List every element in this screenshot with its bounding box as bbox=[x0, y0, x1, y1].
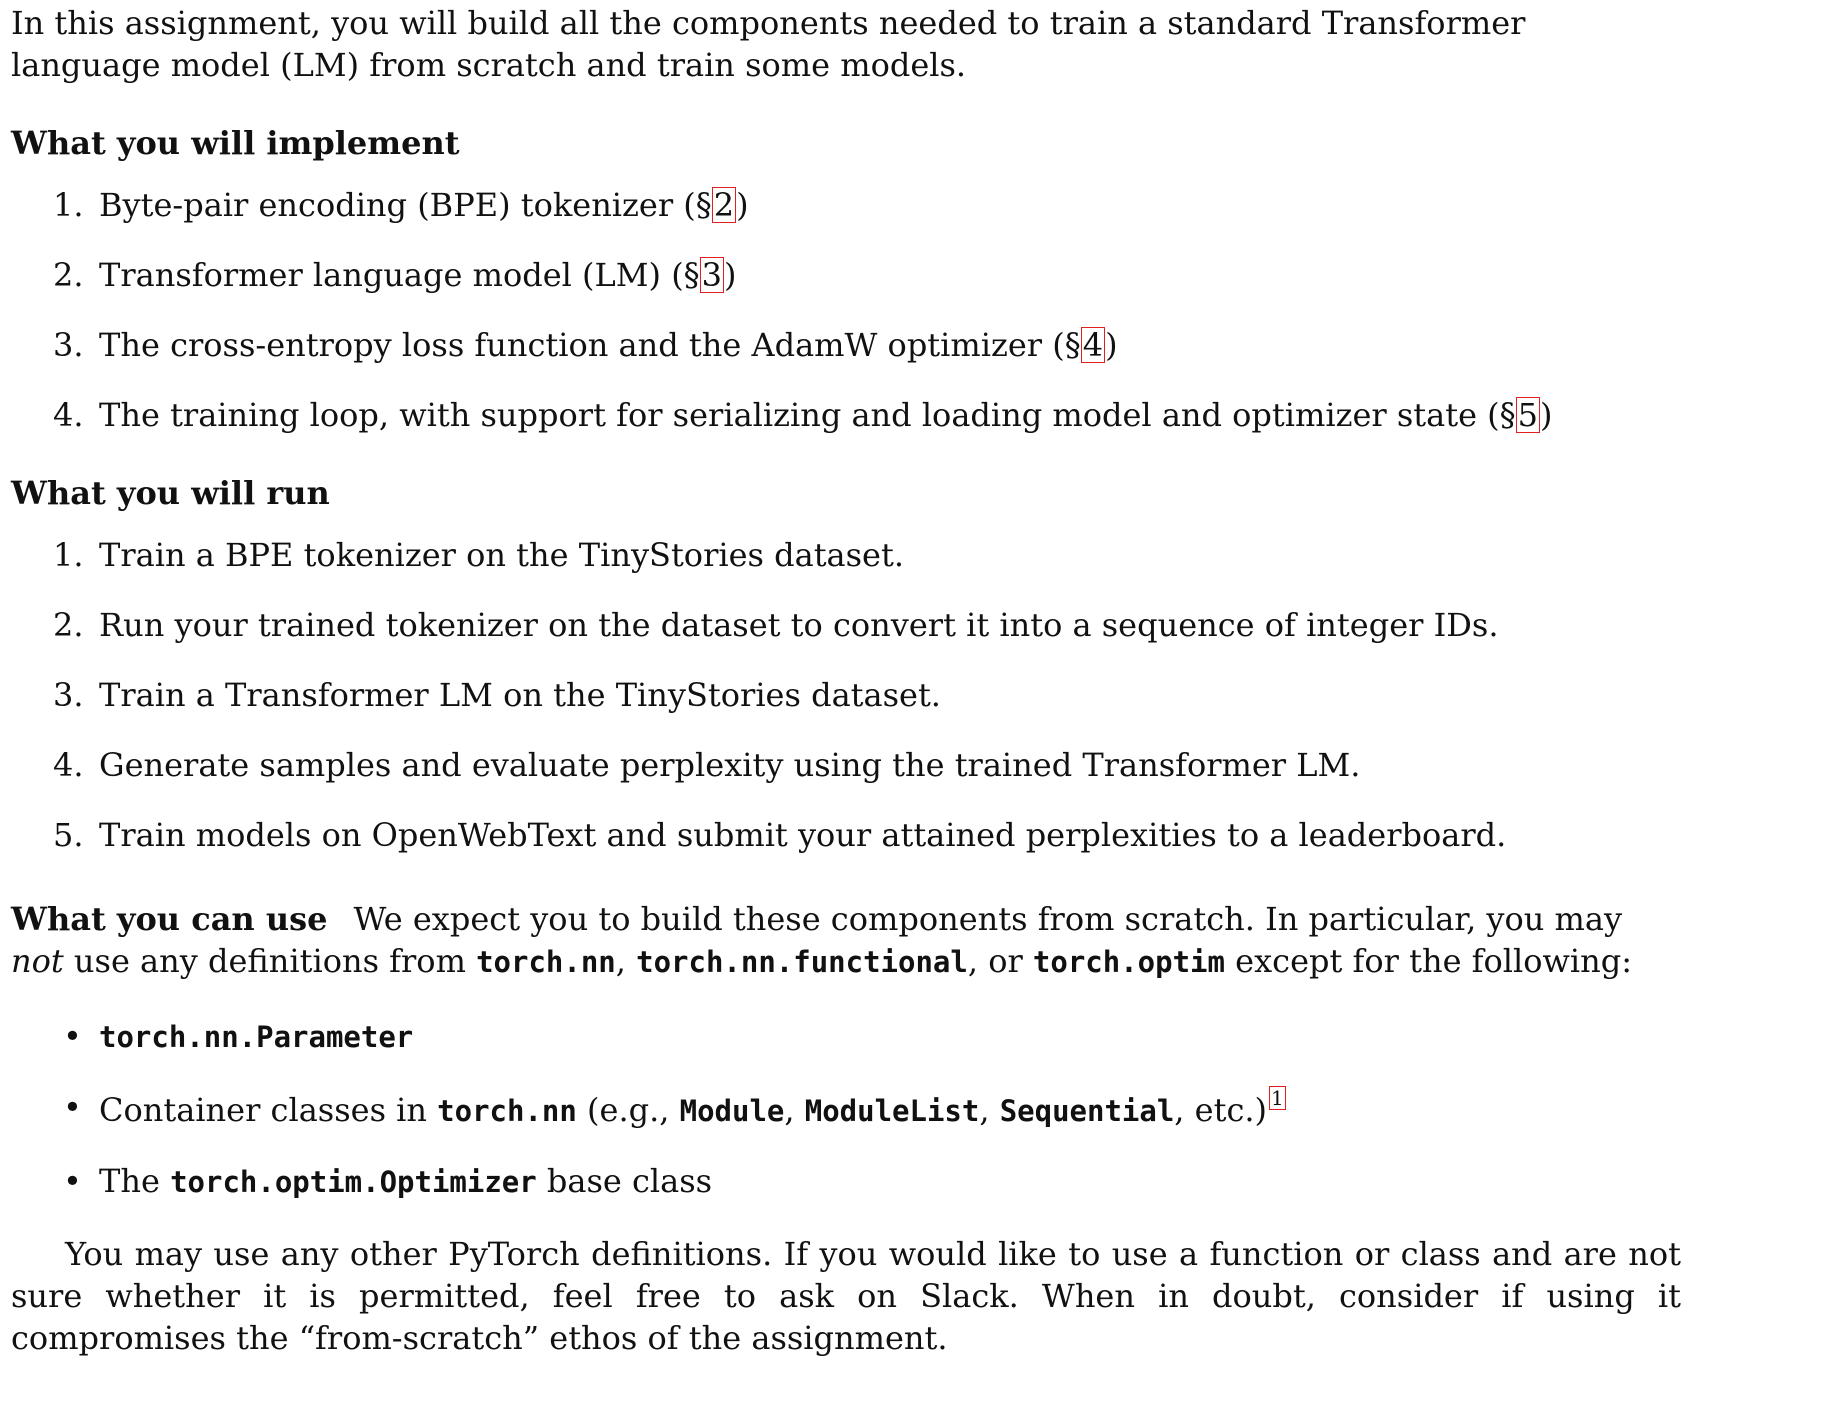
item-text: , bbox=[979, 1091, 1000, 1129]
item-number: 3. bbox=[53, 326, 84, 364]
implement-list bbox=[11, 184, 1681, 436]
item-text: The training loop, with support for serializing and loading model and optimizer state (§ bbox=[99, 396, 1516, 434]
can-use-text: We expect you to build these components from scratch. In particular, you may bbox=[353, 900, 1623, 938]
item-text: base class bbox=[536, 1162, 713, 1200]
list-item bbox=[11, 1086, 1681, 1132]
code-torch-nn: torch.nn bbox=[476, 945, 616, 979]
list-item bbox=[11, 394, 1681, 436]
item-text: (e.g., bbox=[576, 1091, 680, 1129]
item-text: Run your trained tokenizer on the dataset to convert it into a sequence of integer IDs. bbox=[99, 606, 1499, 644]
item-text: Train a Transformer LM on the TinyStories dataset. bbox=[99, 676, 941, 714]
item-number: 3. bbox=[53, 676, 84, 714]
item-close: ) bbox=[1540, 396, 1553, 434]
item-text: Transformer language model (LM) (§ bbox=[99, 256, 700, 294]
bullet-icon: • bbox=[63, 1017, 82, 1055]
item-number: 5. bbox=[53, 816, 84, 854]
document-page bbox=[11, 0, 1681, 1391]
item-text: Container classes in bbox=[99, 1091, 438, 1129]
code-optimizer: torch.optim.Optimizer bbox=[170, 1165, 537, 1199]
section-link[interactable]: 5 bbox=[1517, 396, 1539, 434]
separator: , or bbox=[967, 942, 1033, 980]
item-number: 2. bbox=[53, 606, 84, 644]
code-torch-nn-functional: torch.nn.functional bbox=[636, 945, 968, 979]
can-use-text: use any definitions from bbox=[63, 942, 477, 980]
intro-paragraph: In this assignment, you will build all the components needed to train a standard Transformer language model (LM) from scratch and train some models. bbox=[11, 4, 1526, 84]
list-item bbox=[11, 324, 1681, 366]
can-use-text: except for the following: bbox=[1224, 942, 1633, 980]
code-sequential: Sequential bbox=[999, 1094, 1175, 1128]
implement-heading: What you will implement bbox=[11, 124, 460, 162]
code-modulelist: ModuleList bbox=[804, 1094, 980, 1128]
item-close: ) bbox=[1105, 326, 1118, 364]
item-text: Train models on OpenWebText and submit your attained perplexities to a leaderboard. bbox=[99, 816, 1507, 854]
item-close: ) bbox=[736, 186, 749, 224]
item-text: , etc.) bbox=[1174, 1091, 1268, 1129]
bullet-icon: • bbox=[63, 1162, 82, 1200]
can-use-paragraph bbox=[11, 898, 1681, 983]
code-torch-optim: torch.optim bbox=[1032, 945, 1225, 979]
code-parameter: torch.nn.Parameter bbox=[99, 1020, 414, 1054]
run-heading: What you will run bbox=[11, 474, 330, 512]
item-text: Generate samples and evaluate perplexity using the trained Transformer LM. bbox=[99, 746, 1361, 784]
list-item bbox=[11, 604, 1681, 646]
emphasis-not: not bbox=[11, 942, 64, 980]
list-item bbox=[11, 1015, 1681, 1058]
item-number: 4. bbox=[53, 746, 84, 784]
list-item bbox=[11, 744, 1681, 786]
item-number: 1. bbox=[53, 186, 84, 224]
item-text: , bbox=[784, 1091, 805, 1129]
item-close: ) bbox=[724, 256, 737, 294]
item-number: 4. bbox=[53, 396, 84, 434]
item-text: Train a BPE tokenizer on the TinyStories dataset. bbox=[99, 536, 905, 574]
list-item bbox=[11, 674, 1681, 716]
list-item bbox=[11, 184, 1681, 226]
list-item bbox=[11, 534, 1681, 576]
list-item bbox=[11, 814, 1681, 856]
list-item bbox=[11, 1160, 1681, 1203]
item-text: The bbox=[99, 1162, 171, 1200]
separator: , bbox=[615, 942, 637, 980]
run-list bbox=[11, 534, 1681, 856]
section-link[interactable]: 2 bbox=[713, 186, 735, 224]
item-text: The cross-entropy loss function and the AdamW optimizer (§ bbox=[99, 326, 1081, 364]
item-number: 1. bbox=[53, 536, 84, 574]
allowed-list bbox=[11, 1015, 1681, 1203]
item-text: Byte-pair encoding (BPE) tokenizer (§ bbox=[99, 186, 712, 224]
section-link[interactable]: 3 bbox=[701, 256, 723, 294]
code-module: Module bbox=[679, 1094, 785, 1128]
item-number: 2. bbox=[53, 256, 84, 294]
footnote-link[interactable]: 1 bbox=[1271, 1086, 1284, 1110]
section-link[interactable]: 4 bbox=[1082, 326, 1104, 364]
list-item bbox=[11, 254, 1681, 296]
bullet-icon: • bbox=[63, 1088, 82, 1126]
can-use-heading: What you can use bbox=[11, 900, 328, 938]
final-paragraph: You may use any other PyTorch definitions. If you would like to use a function or class and are not sure whether it is permitted, feel free to ask on Slack. When in doubt, consider if using it compromises the “from-scratch” ethos of the assignment. bbox=[11, 1235, 1681, 1357]
code-torch-nn: torch.nn bbox=[437, 1094, 577, 1128]
